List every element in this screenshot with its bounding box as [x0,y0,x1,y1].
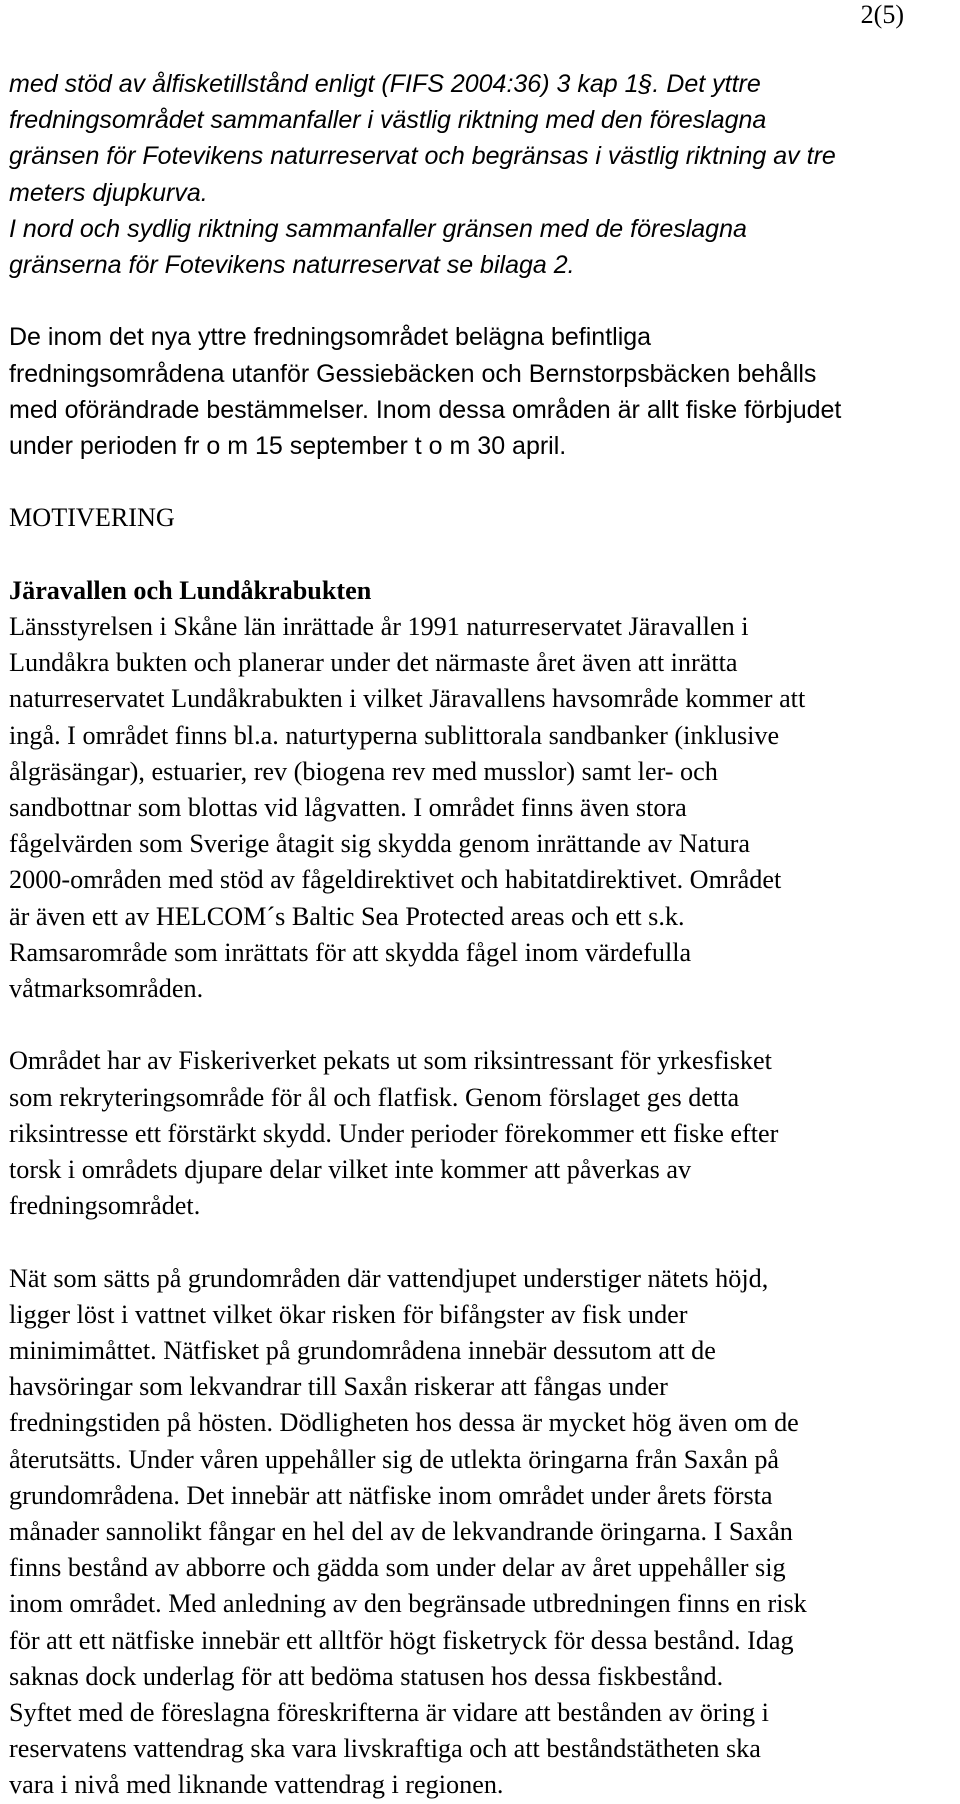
text-line: Lundåkra bukten och planerar under det närmaste året även att inrätta [9,648,738,678]
body-paragraph-1 [9,609,954,1007]
text-line: havsöringar som lekvandrar till Saxån riskerar att fångas under [9,1372,668,1402]
text-line: Syftet med de föreslagna föreskrifterna är vidare att bestånden av öring i [9,1698,769,1728]
text-line: månader sannolikt fångar en hel del av de lekvandrande öringarna. I Saxån [9,1517,793,1547]
text-line: fredningsområdet sammanfaller i västlig riktning med den föreslagna [9,106,767,135]
paragraph-gap [9,1007,954,1043]
motivering-heading: MOTIVERING [9,503,175,533]
text-line: sandbottnar som blottas vid lågvatten. I området finns även stora [9,793,687,823]
text-line: meters djupkurva. [9,178,208,207]
text-line: under perioden fr o m 15 september t o m 30 april. [9,432,567,461]
paragraph-gap [9,464,954,500]
text-line: fågelvärden som Sverige åtagit sig skydda genom inrättande av Natura [9,829,751,859]
body-paragraph-3 [9,1261,954,1804]
paragraph-gap [9,283,954,319]
text-line: för att ett nätfiske innebär ett alltför högt fisketryck för dessa bestånd. Idag [9,1625,794,1655]
text-line: reservatens vattendrag ska vara livskraftiga och att beståndstätheten ska [9,1734,761,1764]
text-line: vara i nivå med liknande vattendrag i regionen. [9,1770,504,1800]
text-line: med stöd av ålfisketillstånd enligt (FIFS 2004:36) 3 kap 1§. Det yttre [9,70,761,98]
text-line: Nät som sätts på grundområden där vattendjupet understiger nätets höjd, [9,1263,769,1293]
existing-areas-paragraph [9,319,954,464]
text-line: De inom det nya yttre fredningsområdet belägna befintliga [9,323,652,352]
text-line: med oförändrade bestämmelser. Inom dessa områden är allt fiske förbjudet [9,395,842,424]
text-line: som rekryteringsområde för ål och flatfisk. Genom förslaget ges detta [9,1082,740,1112]
document-body [9,66,954,1804]
text-line: riksintresse ett förstärkt skydd. Under perioder förekommer ett fiske efter [9,1118,779,1148]
text-line: I nord och sydlig riktning sammanfaller gränsen med de föreslagna [9,214,747,243]
intro-paragraph [9,66,954,283]
text-line: Länsstyrelsen i Skåne län inrättade år 1991 naturreservatet Järavallen i [9,612,749,641]
text-line: är även ett av HELCOM´s Baltic Sea Protected areas och ett s.k. [9,901,685,931]
text-line: Ramsarområde som inrättats för att skydda fågel inom värdefulla [9,937,692,967]
text-line: fredningstiden på hösten. Dödligheten hos dessa är mycket hög även om de [9,1408,799,1438]
page-number: 2(5) [860,0,904,29]
text-line: våtmarksområden. [9,974,204,1004]
text-line: ingå. I området finns bl.a. naturtyperna sublittorala sandbanker (inklusive [9,720,780,750]
text-line: naturreservatet Lundåkrabukten i vilket Järavallens havsområde kommer att [9,684,806,714]
text-line: fredningsområdena utanför Gessiebäcken och Bernstorpsbäcken behålls [9,359,817,388]
text-line: fredningsområdet. [9,1191,201,1221]
text-line: finns bestånd av abborre och gädda som under delar av året uppehåller sig [9,1553,786,1583]
text-line: ligger löst i vattnet vilket ökar risken för bifångster av fisk under [9,1299,688,1329]
body-paragraph-2 [9,1043,954,1224]
text-line: gränsen för Fotevikens naturreservat och begränsas i västlig riktning av tre [9,142,836,171]
text-line: återutsätts. Under våren uppehåller sig de utlekta öringarna från Saxån på [9,1444,780,1474]
text-line: ålgräsängar), estuarier, rev (biogena rev med musslor) samt ler- och [9,756,718,786]
text-line: grundområdena. Det innebär att nätfiske inom området under årets första [9,1480,773,1510]
text-line: gränserna för Fotevikens naturreservat se bilaga 2. [9,251,575,280]
paragraph-gap [9,1224,954,1260]
paragraph-gap [9,537,954,573]
section-heading: Järavallen och Lundåkrabukten [9,575,372,605]
text-line: torsk i områdets djupare delar vilket inte kommer att påverkas av [9,1155,692,1185]
text-line: Området har av Fiskeriverket pekats ut som riksintressant för yrkesfisket [9,1046,772,1076]
text-line: 2000-områden med stöd av fågeldirektivet och habitatdirektivet. Området [9,865,782,895]
text-line: saknas dock underlag för att bedöma statusen hos dessa fiskbestånd. [9,1661,724,1691]
text-line: inom området. Med anledning av den begränsade utbredningen finns en risk [9,1589,807,1619]
text-line: minimimåttet. Nätfisket på grundområdena innebär dessutom att de [9,1336,716,1366]
